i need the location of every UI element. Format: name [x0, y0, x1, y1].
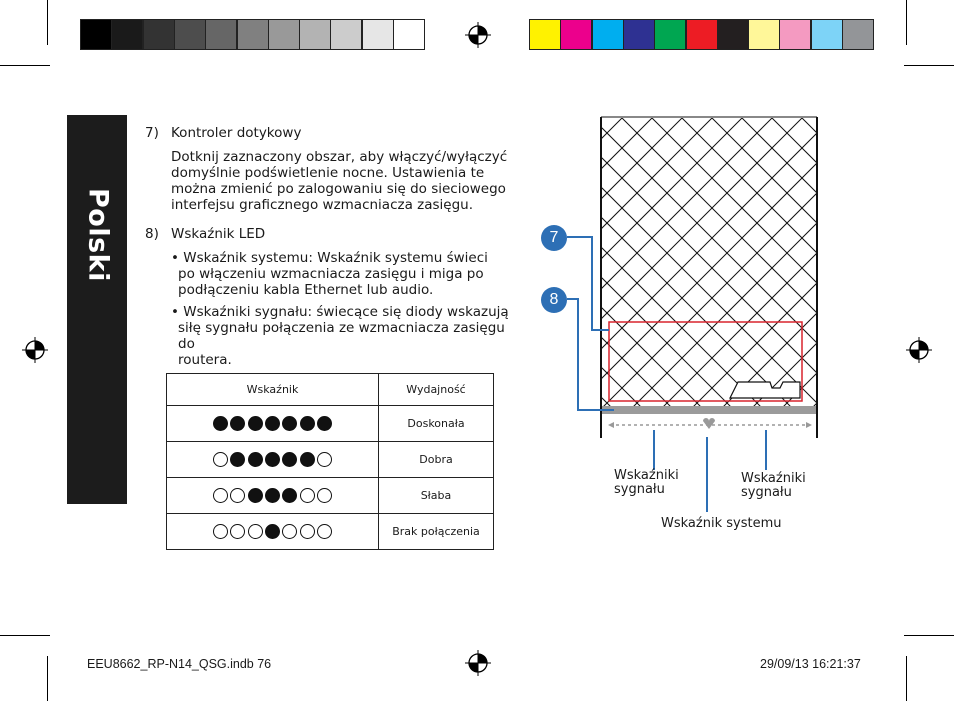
performance-cell: Brak połączenia — [379, 514, 494, 550]
device-lattice-pattern — [530, 118, 830, 418]
lattice-line — [622, 118, 830, 418]
language-label: Polski — [82, 188, 114, 282]
lattice-line — [622, 118, 830, 418]
lattice-line — [772, 118, 830, 418]
color-swatch — [748, 19, 780, 50]
led-on-icon — [317, 416, 332, 431]
color-swatch — [299, 19, 331, 50]
color-swatch — [686, 19, 718, 50]
lattice-line — [530, 118, 772, 418]
registration-mark-icon — [465, 650, 491, 676]
lattice-line — [530, 118, 532, 418]
bullet-line: po włączeniu wzmacniacza zasięgu i miga po — [178, 266, 484, 282]
signal-indicators-label-left — [614, 469, 679, 497]
footer-file-info: EEU8662_RP-N14_QSG.indb 76 — [87, 657, 272, 671]
color-swatch — [237, 19, 269, 50]
lattice-line — [530, 118, 772, 418]
led-off-icon — [300, 524, 315, 539]
item-7-line: interfejsu graficznego wzmacniacza zasięgu. — [171, 197, 474, 213]
led-status-table — [166, 373, 494, 550]
color-swatch — [779, 19, 811, 50]
color-swatch — [560, 19, 592, 50]
led-on-icon — [282, 452, 297, 467]
led-off-icon — [230, 524, 245, 539]
registration-mark-icon — [465, 22, 491, 48]
bullet-system-indicator — [171, 250, 511, 298]
led-on-icon — [265, 416, 280, 431]
lattice-line — [772, 118, 830, 418]
registration-mark-icon — [906, 337, 932, 363]
performance-cell: Doskonała — [379, 406, 494, 442]
led-on-icon — [230, 416, 245, 431]
lattice-line — [562, 118, 830, 418]
color-swatch — [654, 19, 686, 50]
lattice-line — [530, 118, 562, 418]
bullet-line: routera. — [178, 352, 232, 368]
bullet-signal-indicators — [171, 304, 511, 368]
performance-cell: Słaba — [379, 478, 494, 514]
registration-mark-icon — [22, 337, 48, 363]
color-swatch — [592, 19, 624, 50]
led-on-icon — [265, 488, 280, 503]
table-header-indicator: Wskaźnik — [167, 374, 379, 406]
led-off-icon — [317, 488, 332, 503]
signal-indicators-label-right — [741, 472, 806, 500]
color-swatch — [330, 19, 362, 50]
led-on-icon — [230, 452, 245, 467]
lattice-line — [530, 118, 562, 418]
lattice-line — [652, 118, 830, 418]
lattice-line — [530, 118, 622, 418]
lattice-line — [592, 118, 830, 418]
lattice-line — [530, 118, 712, 418]
color-swatch — [529, 19, 561, 50]
led-off-icon — [230, 488, 245, 503]
lattice-line — [530, 118, 802, 418]
color-swatch — [717, 19, 749, 50]
color-swatch — [143, 19, 175, 50]
led-off-icon — [213, 452, 228, 467]
lattice-line — [532, 118, 830, 418]
table-row — [167, 406, 494, 442]
system-led-icon — [703, 418, 715, 429]
table-row — [167, 514, 494, 550]
lattice-line — [530, 118, 592, 418]
lattice-line — [712, 118, 830, 418]
led-off-icon — [248, 524, 263, 539]
color-swatch — [362, 19, 394, 50]
callout-badge-8: 8 — [541, 287, 567, 313]
item-8-number: 8) — [145, 226, 159, 242]
led-on-icon — [282, 488, 297, 503]
item-7-line: można zmienić po zalogowaniu się do sieciowego — [171, 181, 506, 197]
led-on-icon — [265, 524, 280, 539]
label-line: Wskaźniki — [614, 468, 679, 483]
lattice-line — [652, 118, 830, 418]
system-indicator-label: Wskaźnik systemu — [661, 516, 782, 531]
table-row — [167, 478, 494, 514]
footer-timestamp: 29/09/13 16:21:37 — [760, 657, 861, 671]
lattice-line — [682, 118, 830, 418]
table-header-performance: Wydajność — [379, 374, 494, 406]
color-swatch — [393, 19, 425, 50]
label-line: Wskaźniki — [741, 471, 806, 486]
led-off-icon — [300, 488, 315, 503]
item-7-title: Kontroler dotykowy — [171, 125, 302, 141]
lattice-line — [530, 118, 622, 418]
led-off-icon — [213, 488, 228, 503]
label-line: sygnału — [741, 485, 792, 500]
color-swatch — [174, 19, 206, 50]
item-7-description — [171, 149, 511, 213]
bullet-line: siłę sygnału połączenia ze wzmacniacza zasięgu do — [178, 320, 505, 352]
item-7-line: Dotknij zaznaczony obszar, aby włączyć/wyłączyć — [171, 149, 508, 165]
lattice-line — [532, 118, 830, 418]
color-swatch — [268, 19, 300, 50]
led-indicator-strip — [602, 406, 816, 414]
led-on-icon — [248, 416, 263, 431]
label-line: sygnału — [614, 482, 665, 497]
item-7-number: 7) — [145, 125, 159, 141]
item-8-title: Wskaźnik LED — [171, 226, 266, 242]
led-pattern-cell — [167, 442, 379, 478]
lattice-line — [530, 118, 742, 418]
led-pattern-cell — [167, 514, 379, 550]
led-off-icon — [213, 524, 228, 539]
performance-cell: Dobra — [379, 442, 494, 478]
lattice-line — [530, 118, 742, 418]
color-swatch — [80, 19, 112, 50]
bullet-title: • Wskaźnik systemu: Wskaźnik systemu świeci — [171, 250, 488, 266]
callout-badge-7: 7 — [541, 225, 567, 251]
led-on-icon — [300, 416, 315, 431]
lattice-line — [530, 118, 802, 418]
bullet-line: podłączeniu kabla Ethernet lub audio. — [178, 282, 434, 298]
led-off-icon — [317, 452, 332, 467]
led-on-icon — [300, 452, 315, 467]
lattice-line — [530, 118, 682, 418]
led-pattern-cell — [167, 406, 379, 442]
lattice-line — [530, 118, 592, 418]
lattice-line — [592, 118, 830, 418]
lattice-line — [530, 118, 712, 418]
lattice-line — [530, 118, 682, 418]
lattice-line — [712, 118, 830, 418]
bullet-title: • Wskaźniki sygnału: świecące się diody wskazują — [171, 304, 509, 320]
lattice-line — [530, 118, 532, 418]
lattice-line — [682, 118, 830, 418]
led-off-icon — [282, 524, 297, 539]
led-on-icon — [248, 488, 263, 503]
color-swatch — [623, 19, 655, 50]
color-swatch — [811, 19, 843, 50]
color-swatch — [205, 19, 237, 50]
led-on-icon — [213, 416, 228, 431]
lattice-line — [562, 118, 830, 418]
led-on-icon — [248, 452, 263, 467]
color-swatch — [842, 19, 874, 50]
device-logo-plate — [730, 382, 800, 398]
item-7-line: domyślnie podświetlenie nocne. Ustawienia te — [171, 165, 485, 181]
led-on-icon — [265, 452, 280, 467]
led-off-icon — [317, 524, 332, 539]
color-swatch — [111, 19, 143, 50]
led-pattern-cell — [167, 478, 379, 514]
led-on-icon — [282, 416, 297, 431]
table-row — [167, 442, 494, 478]
